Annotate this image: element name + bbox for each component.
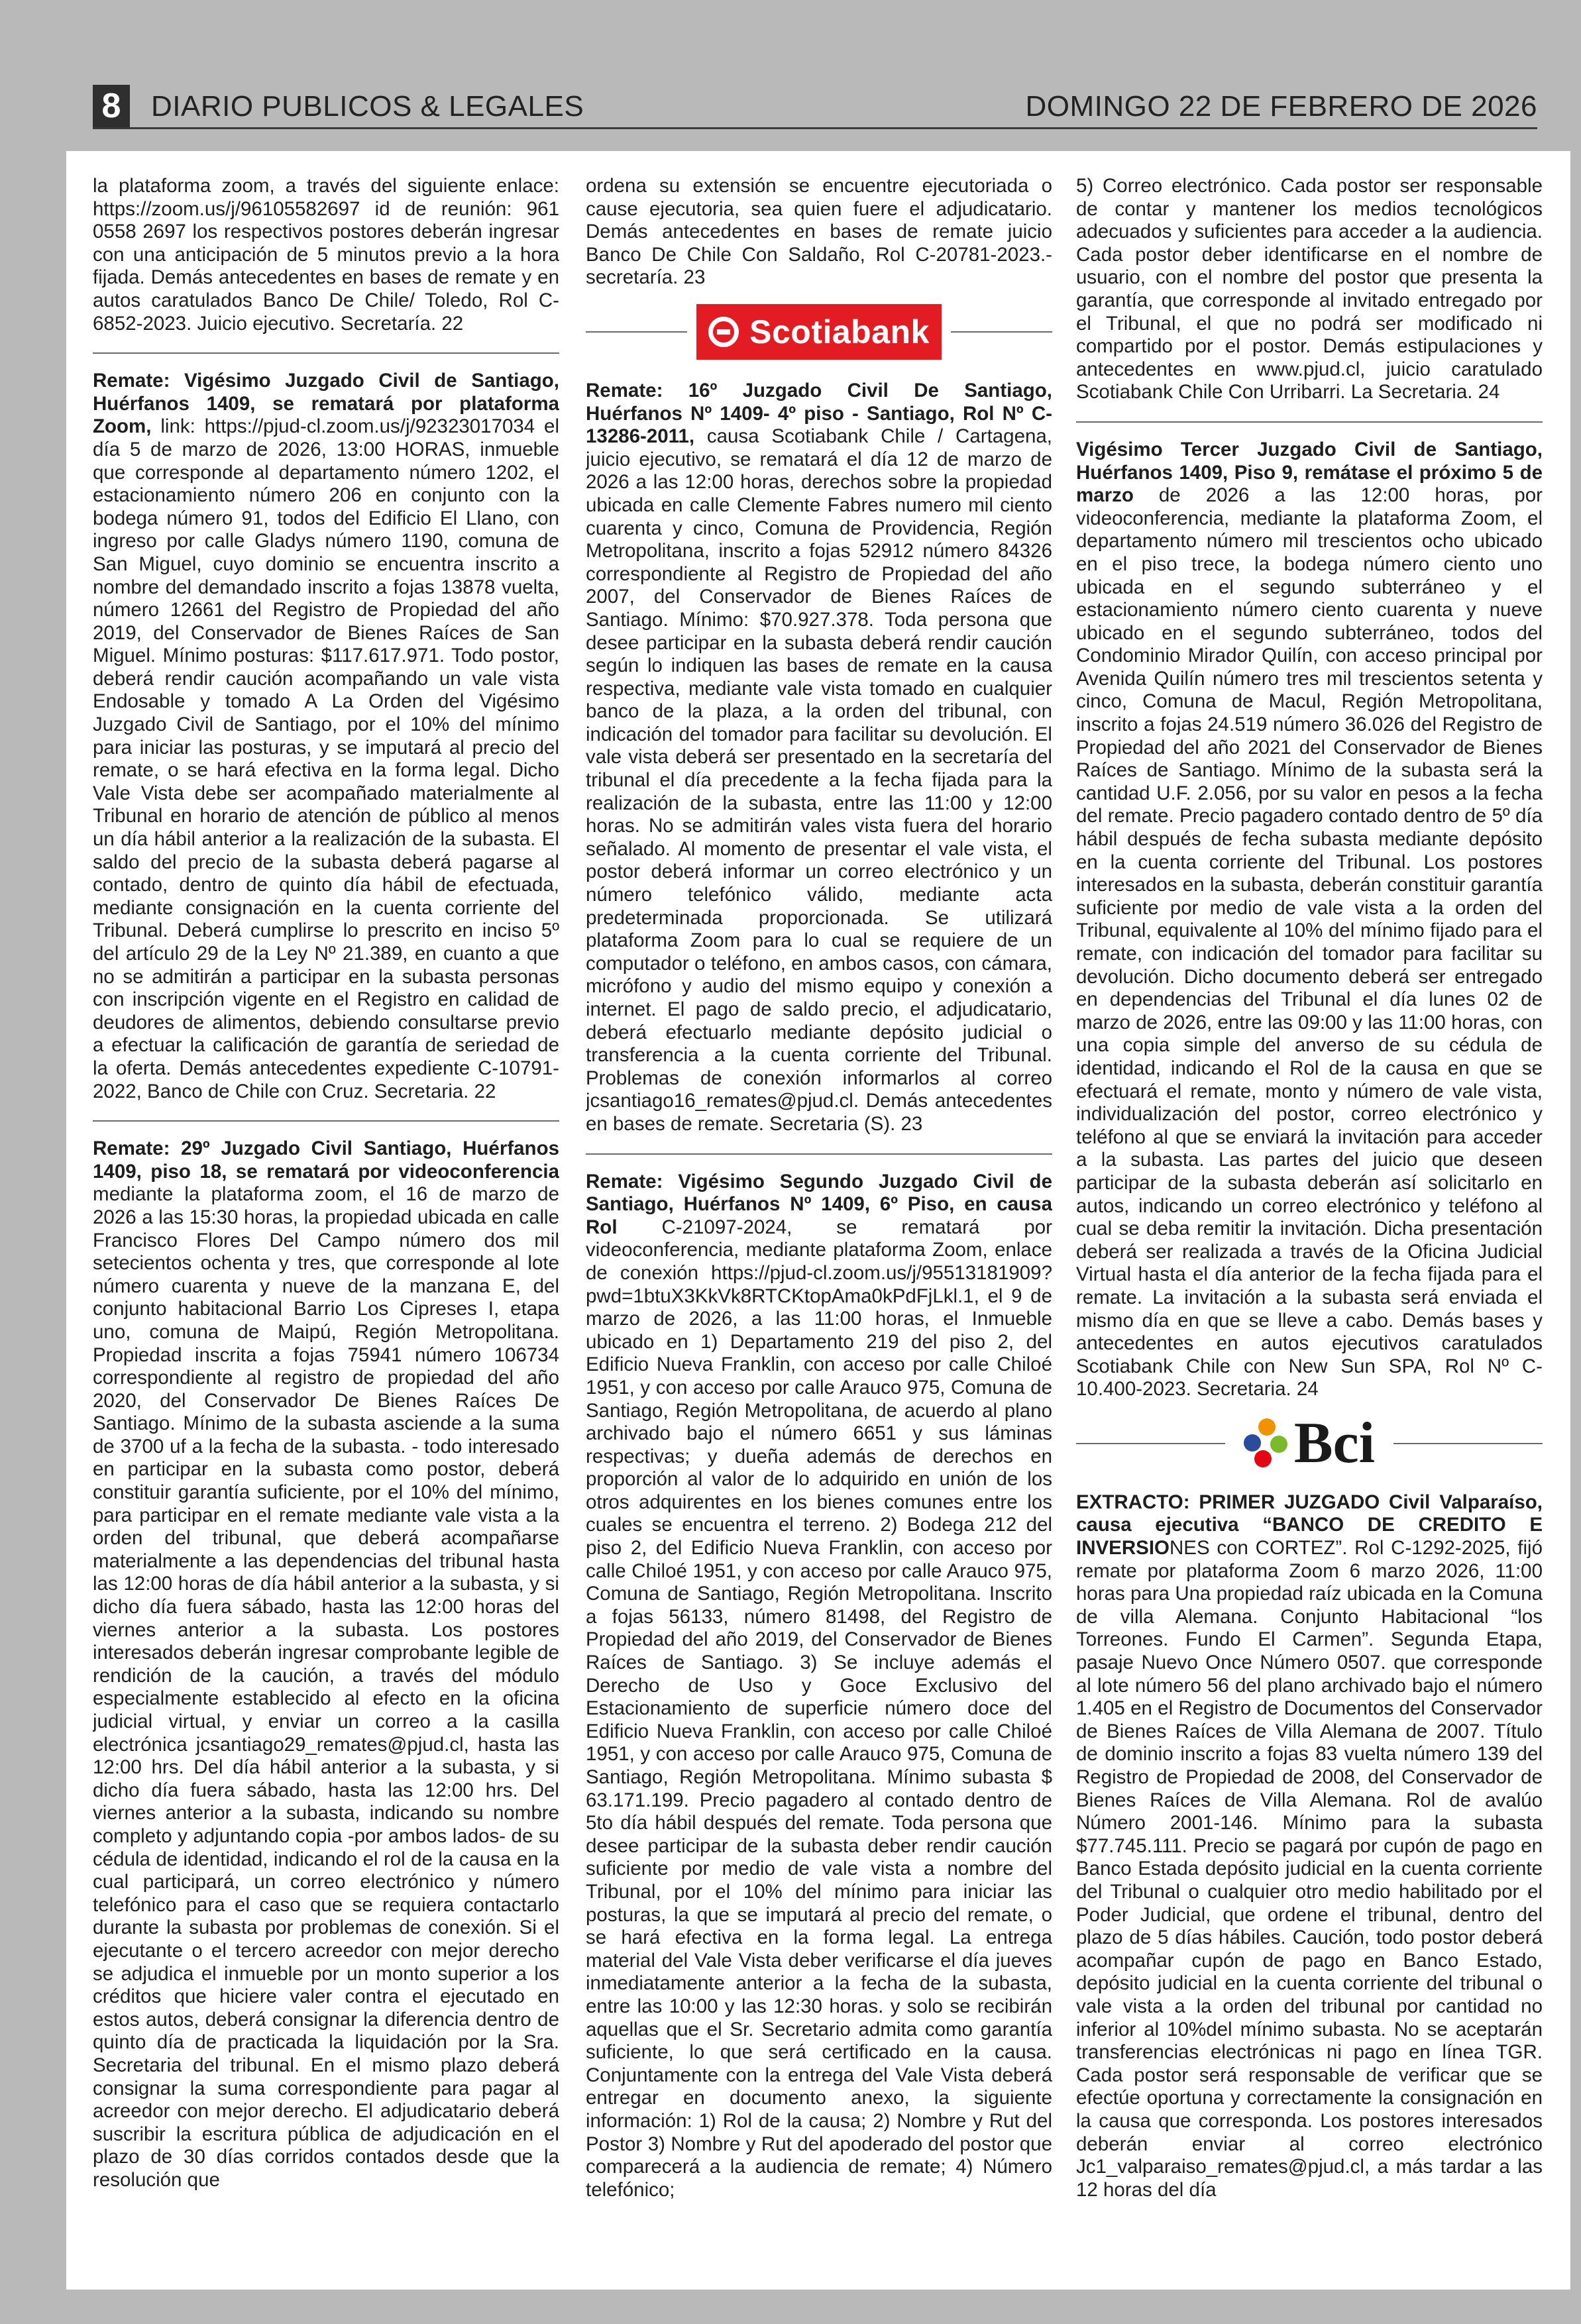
scotiabank-s-icon [708,317,739,347]
notice [586,1171,1052,2202]
bci-logo [1244,1410,1376,1475]
notice [1076,439,1543,1401]
notice-heading: Vigésimo Tercer Juzgado Civil de Santiago, Huérfanos 1409, Piso 9, remátase el próximo 5 de marzo [1076,438,1543,507]
column-1 [93,175,559,2275]
notice-continuation [586,175,1052,290]
notice-body: la plataforma zoom, a través del siguiente enlace: https://zoom.us/j/96105582697 id de reunión: 961 0558 2697 los respectivos postores deberán ingresar con una anticipación de 5 minutos previo a la hora fijada. Demás antecedentes en bases de remate y en autos caratulados Banco De Chile/ Toledo, Rol C-6852-2023. Juicio ejecutivo. Secretaría. 22 [93,175,559,335]
notice-heading: Remate: Vigésimo Segundo Juzgado Civil de Santiago, Huérfanos Nº 1409, 6º Piso, en causa Rol [586,1170,1052,1238]
notice-body: 5) Correo electrónico. Cada postor ser responsable de contar y mantener los medios tecnológicos adecuados y suficientes para acceder a la audiencia. Cada postor deber identificarse en el nombre de usuario, con el nombre del postor que presenta la garantía, que corresponde al invitado entregado por el Tribunal, el que no podrá ser modificado ni compartido por el postor. Demás estipulaciones y antecedentes en www.pjud.cl, juicio caratulado Scotiabank Chile Con Urribarri. La Secretaria. 24 [1076,175,1543,403]
notice-body: link: https://pjud-cl.zoom.us/j/92323017034 el día 5 de marzo de 2026, 13:00 HORAS, inmueble que corresponde al departamento número 1202, el estacionamiento número 206 en conjunto con la bodega número 91, todos del Edificio El Llano, con ingreso por calle Gladys número 1190, comuna de San Miguel, cuyo dominio se encuentra inscrito a nombre del demandado inscrito a fojas 13878 vuelta, número 12661 del Registro de Propiedad del año 2019, del Conservador de Bienes Raíces de San Miguel. Mínimo posturas: $117.617.971. Todo postor, deberá rendir caución acompañando un vale vista Endosable y tomado A La Orden del Vigésimo Juzgado Civil de Santiago, por el 10% del mínimo para iniciar las posturas, y se imputará al precio del remate, o se hará efectiva en la forma legal. Dicho Vale Vista debe ser acompañado materialmente al Tribunal en horario de atención de público al menos un día hábil anterior a la realización de la subasta. El saldo del precio de la subasta deberá pagarse al contado, dentro de quinto día hábil de efectuada, mediante consignación en la cuenta corriente del Tribunal. Deberá cumplirse lo prescrito en inciso 5º del artículo 29 de la Ley Nº 21.389, en cuanto a que no se admitirán a participar en la subasta personas con inscripción vigente en el Registro en calidad de deudores de alimentos, debiendo consultarse previo a efectuar la calificación de garantía de seriedad de la oferta. Demás antecedentes expediente C-10791-2022, Banco de Chile con Cruz. Secretaria. 22 [93,415,559,1102]
column-3 [1076,175,1543,2275]
divider [1393,1443,1543,1444]
divider [93,1120,559,1122]
divider [93,352,559,354]
notice [93,1137,559,2192]
notice-body: de 2026 a las 12:00 horas, por videoconferencia, mediante la plataforma Zoom, el departamento número mil trescientos ocho ubicado en el piso trece, la bodega número ciento uno ubicada en el segundo subterráneo y el estacionamiento número ciento cuarenta y nueve ubicado en el segundo subterráneo, todos del Condominio Mirador Quilín, con acceso principal por Avenida Quilín número tres mil trescientos setenta y cinco, Comuna de Macul, Región Metropolitana, inscrito a fojas 24.519 número 36.026 del Registro de Propiedad del año 2021 del Conservador de Bienes Raíces de Santiago. Mínimo de la subasta será la cantidad U.F. 2.056, por su valor en pesos a la fecha del remate. Precio pagadero contado dentro de 5º día hábil después de fecha subasta mediante depósito en la cuenta corriente del Tribunal. Los postores interesados en la subasta, deberán constituir garantía suficiente por medio de vale vista a la orden del Tribunal, equivalente al 10% del mínimo fijado para el remate, con indicación del tomador para facilitar su devolución. Dicho documento deberá ser entregado en dependencias del Tribunal el día lunes 02 de marzo de 2026, entre las 09:00 y las 11:00 horas, con una copia simple del anverso de su cédula de identidad, indicando el Rol de la causa en que se efectuará el remate, monto y número de vale vista, individualización del postor, correo electrónico y teléfono al que se enviará la invitación para acceder a la subasta. Las partes del juicio que deseen participar de la subasta deberán así solicitarlo en autos, indicando un correo electrónico y teléfono al cual se deba remitir la invitación. Dicha presentación deberá ser realizada a través de la Oficina Judicial Virtual hasta el día anterior de la fecha fijada para el remate. La invitación a la subasta será enviada el mismo día en que se lleve a cabo. Demás bases y antecedentes en autos ejecutivos caratulados Scotiabank Chile con New Sun SPA, Rol Nº C-10.400-2023. Secretaria. 24 [1076,484,1543,1400]
divider [951,331,1052,333]
bci-wordmark: Bci [1293,1410,1376,1475]
bci-dot-orange [1258,1418,1276,1436]
bci-dot-blue [1244,1434,1261,1452]
bci-dot-green [1270,1436,1287,1453]
divider [586,1153,1052,1155]
notice [586,380,1052,1136]
bci-logo-row [1076,1410,1543,1475]
notice-heading: EXTRACTO: PRIMER JUZGADO Civil Valparaíso, causa ejecutiva “BANCO DE CREDITO E INVERSIO [1076,1491,1543,1559]
notice-heading: Remate: 16º Juzgado Civil De Santiago, Huérfanos Nº 1409- 4º piso - Santiago, Rol Nº C-13286-2011, [586,379,1052,448]
notice-body: causa Scotiabank Chile / Cartagena, juicio ejecutivo, se rematará el día 12 de marzo de 2026 a las 12:00 horas, derechos sobre la propiedad ubicada en calle Clemente Fabres numero mil ciento cuarenta y cinco, Comuna de Providencia, Región Metropolitana, inscrito a fojas 52912 número 84326 correspondiente al Registro de Propiedad del año 2007, del Conservador de Bienes Raíces de Santiago. Mínimo: $70.927.378. Toda persona que desee participar en la subasta deberá rendir caución según lo indiquen las bases de remate en la causa respectiva, mediante vale vista tomado en cualquier banco de la plaza, a la orden del tribunal, con indicación del tomador para facilitar su devolución. El vale vista deberá ser presentado en la secretaría del tribunal el día precedente a la fecha fijada para la realización de la subasta, entre las 11:00 y 12:00 horas. No se admitirán vales vista fuera del horario señalado. Al momento de presentar el vale vista, el postor deberá informar un correo electrónico y un número telefónico válido, mediante acta predeterminada proporcionada. Se utilizará plataforma Zoom para lo cual se requiere de un computador o teléfono, en ambos casos, con cámara, micrófono y audio del mismo equipo y conexión a internet. El pago de saldo precio, el adjudicatario, deberá efectuarlo mediante depósito judicial o transferencia a la cuenta corriente del Tribunal. Problemas de conexión informarlos al correo jcsantiago16_remates@pjud.cl. Demás antecedentes en bases de remate. Secretaria (S). 23 [586,425,1052,1135]
scotiabank-wordmark: Scotiabank [749,313,930,350]
notice-body: C-21097-2024, se rematará por videoconferencia, mediante plataforma Zoom, enlace de conexión https://pjud-cl.zoom.us/j/95513181909?pwd=1btuX3KkVk8RTCKtopAma0kPdFjLkl.1, el 9 de marzo de 2026, a las 11:00 horas, el Inmueble ubicado en 1) Departamento 219 del piso 2, del Edificio Nueva Franklin, con acceso por calle Chiloé 1951, y con acceso por calle Arauco 975, Comuna de Santiago, Región Metropolitana, de acuerdo al plano archivado bajo el número 6651 y sus láminas respectivas; y dueña además de derechos en proporción al valor de lo adquirido en unión de los otros adquirentes en los bienes comunes entre los cuales se encuentra el terreno. 2) Bodega 212 del piso 2, del Edificio Nueva Franklin, con acceso por calle Chiloé 1951, y con acceso por calle Arauco 975, Comuna de Santiago, Región Metropolitana. Inscrito a fojas 56133, número 81498, del Registro de Propiedad del año 2019, del Conservador de Bienes Raíces de Santiago. 3) Se incluye además el Derecho de Uso y Goce Exclusivo del Estacionamiento de superficie número doce del Edificio Nueva Franklin, con acceso por calle Chiloé 1951, y con acceso por calle Arauco 975, Comuna de Santiago, Región Metropolitana. Mínimo subasta $ 63.171.199. Precio pagadero al contado dentro de 5to día hábil después del remate. Toda persona que desee participar de la subasta deber rendir caución suficiente por medio de vale vista a nombre del Tribunal, por el 10% del mínimo para iniciar las posturas, la que se imputará al precio del remate, o se hará efectiva en la forma legal. La entrega material del Vale Vista deber verificarse el día jueves inmediatamente anterior a la fecha de la subasta, entre las 10:00 y las 12:30 horas. y solo se recibirán aquellas que el Sr. Secretario admita como garantía suficiente, lo que será certificado en la causa. Conjuntamente con la entrega del Vale Vista deberá entregar en documento anexo, la siguiente información: 1) Rol de la causa; 2) Nombre y Rut del Postor 3) Nombre y Rut del apoderado del postor que comparecerá a la audiencia de remate; 4) Número telefónico; [586,1216,1052,2201]
notice-heading: Remate: 29º Juzgado Civil Santiago, Huérfanos 1409, piso 18, se rematará por videoconferencia [93,1137,559,1183]
divider [1076,1443,1225,1444]
bci-symbol-icon [1244,1418,1290,1469]
scotiabank-logo-row [586,303,1052,361]
publication-name: DIARIO PUBLICOS & LEGALES [151,90,584,123]
notice [93,370,559,1103]
notice [1076,1491,1543,2201]
page-header [93,85,1537,129]
notice-body: NES con CORTEZ”. Rol C-1292-2025, fijó remate por plataforma Zoom 6 marzo 2026, 11:00 horas para Una propiedad raíz ubicada en la Comuna de villa Alemana. Conjunto Habitacional “los Torreones. Fundo El Carmen”. Segunda Etapa, pasaje Nuevo Once Número 0507. que corresponde al lote número 56 del plano archivado bajo el número 1.405 en el Registro de Documentos del Conservador de Bienes Raíces de Villa Alemana de 2007. Título de dominio inscrito a fojas 83 vuelta número 139 del Registro de Propiedad de 2008, del Conservador de Bienes Raíces de Villa Alemana. Rol de avalúo Número 2001-146. Mínimo para la subasta $77.745.111. Precio se pagará por cupón de pago en Banco Estada depósito judicial en la cuenta corriente del Tribunal o cualquier otro medio habilitado por el Poder Judicial, que ordene el tribunal, dentro del plazo de 5 días hábiles. Caución, todo postor deberá acompañar cupón de pago en Banco Estado, depósito judicial en la cuenta corriente del tribunal o vale vista a la orden del tribunal por cantidad no inferior al 10%del mínimo subasta. No se aceptarán transferencias electrónicas ni pago en línea TGR. Cada postor será responsable de verificar que se efectúe oportuna y correctamente la consignación en la causa que corresponda. Los postores interesados deberán enviar al correo electrónico Jc1_valparaiso_remates@pjud.cl, a más tardar a las 12 horas del día [1076,1537,1543,2201]
notice-continuation [1076,175,1543,404]
divider [586,331,687,333]
notice-heading: Remate: Vigésimo Juzgado Civil de Santiago, Huérfanos 1409, se rematará por plataforma Zoom, [93,370,559,438]
publication-date: DOMINGO 22 DE FEBRERO DE 2026 [1025,90,1537,123]
newspaper-sheet [66,151,1570,2290]
notice-body: mediante la plataforma zoom, el 16 de marzo de 2026 a las 15:30 horas, la propiedad ubicada en calle Francisco Flores Del Campo número dos mil setecientos ochenta y tres, que corresponde al lote número cuarenta y nueve de la manzana E, del conjunto habitacional Barrio Los Cipreses I, etapa uno, comuna de Maipú, Región Metropolitana. Propiedad inscrita a fojas 75941 número 106734 correspondiente al registro de propiedad del año 2020, del Conservador De Bienes Raíces De Santiago. Mínimo de la subasta asciende a la suma de 3700 uf a la fecha de la subasta. - todo interesado en participar en la subasta como postor, deberá constituir garantía suficiente, por el 10% del mínimo, para participar en el remate mediante vale vista a la orden del tribunal, que deberá acompañarse materialmente a las dependencias del tribunal hasta las 12:00 horas de día hábil anterior a la subasta, y si dicho día fuera sábado, hasta las 12:00 horas del viernes anterior a la subasta. Los postores interesados deberán ingresar comprobante legible de rendición de la caución, a través del módulo especialmente establecido al efecto en la oficina judicial virtual, y enviar un correo a la casilla electrónica jcsantiago29_remates@pjud.cl, hasta las 12:00 hrs. Del día hábil anterior a la subasta, y si dicho día fuera sábado, hasta las 12:00 hrs. Del viernes anterior a la subasta, indicando su nombre completo y adjuntando copia -por ambos lados- de su cédula de identidad, indicando el rol de la causa en la cual participará, un correo electrónico y número telefónico para el caso que se requiera contactarlo durante la subasta por problemas de conexión. Si el ejecutante o el tercero acreedor con mejor derecho se adjudica el inmueble por un monto superior a los créditos que hiciere valer contra el ejecutado en estos autos, deberá consignar la diferencia dentro de quinto día de practicada la liquidación por la Sra. Secretaria del tribunal. En el mismo plazo deberá consignar la suma correspondiente para pagar al acreedor con mejor derecho. El adjudicatario deberá suscribir la escritura pública de adjudicación en el plazo de 30 días corridos contados desde que la resolución que [93,1183,559,2191]
notice-body: ordena su extensión se encuentre ejecutoriada o cause ejecutoria, sea quien fuere el adjudicatario. Demás antecedentes en bases de remate juicio Banco De Chile Con Saldaño, Rol C-20781-2023.- secretaría. 23 [586,175,1052,289]
page-number: 8 [93,85,130,127]
scotiabank-logo [696,304,942,360]
notice-continuation [93,175,559,335]
bci-dot-red [1254,1450,1272,1467]
divider [1076,421,1543,423]
column-2 [586,175,1052,2275]
